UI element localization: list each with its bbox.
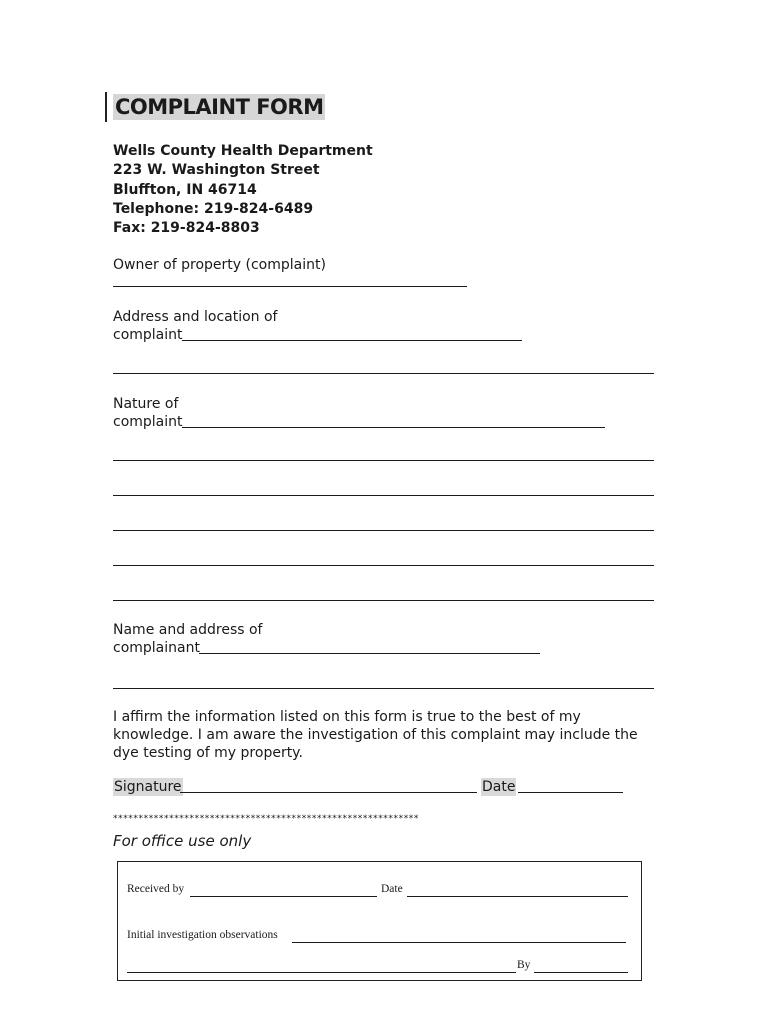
nature-field-line-2[interactable] bbox=[113, 460, 654, 461]
office-date-label: Date bbox=[381, 883, 403, 895]
organization-telephone: Telephone: 219-824-6489 bbox=[113, 200, 314, 217]
organization-name: Wells County Health Department bbox=[113, 143, 373, 159]
organization-city: Bluffton, IN 46714 bbox=[113, 181, 257, 198]
affirmation-text: I affirm the information listed on this form is true to the best of my knowledge. I am aware the investigation of this complaint may include the dye testing of my property. bbox=[113, 709, 638, 761]
by-field-line[interactable] bbox=[534, 972, 628, 973]
owner-field-line[interactable] bbox=[113, 286, 467, 287]
complainant-field-line[interactable] bbox=[199, 653, 540, 654]
office-date-field-line[interactable] bbox=[407, 896, 628, 897]
observations-field-line-2[interactable] bbox=[127, 972, 516, 973]
office-use-box bbox=[117, 861, 642, 981]
signature-field-line[interactable] bbox=[180, 792, 477, 793]
signature-label: Signature bbox=[114, 779, 182, 795]
complainant-label-line1: Name and address of bbox=[113, 622, 263, 638]
office-use-heading: For office use only bbox=[113, 832, 252, 850]
nature-field-line-3[interactable] bbox=[113, 495, 654, 496]
complainant-field-line-2[interactable] bbox=[113, 688, 654, 689]
separator-stars: ************************************************************ bbox=[113, 814, 419, 824]
address-label-line1: Address and location of bbox=[113, 309, 278, 325]
nature-field-line-5[interactable] bbox=[113, 565, 654, 566]
organization-street: 223 W. Washington Street bbox=[113, 162, 320, 179]
organization-fax: Fax: 219-824-8803 bbox=[113, 220, 260, 237]
observations-label: Initial investigation observations bbox=[127, 929, 278, 941]
nature-label-line2: complaint bbox=[113, 414, 183, 430]
nature-label-line1: Nature of bbox=[113, 396, 179, 412]
address-field-line-2[interactable] bbox=[113, 373, 654, 374]
organization-block bbox=[113, 142, 373, 238]
nature-field-line[interactable] bbox=[182, 427, 605, 428]
nature-field-line-6[interactable] bbox=[113, 600, 654, 601]
date-field-line[interactable] bbox=[518, 792, 623, 793]
date-label: Date bbox=[482, 779, 516, 795]
owner-label: Owner of property (complaint) bbox=[113, 257, 326, 273]
address-field-line[interactable] bbox=[182, 340, 522, 341]
nature-field-line-4[interactable] bbox=[113, 530, 654, 531]
form-title: COMPLAINT FORM bbox=[115, 95, 324, 119]
complainant-label-line2: complainant bbox=[113, 640, 200, 656]
address-label-line2: complaint bbox=[113, 327, 183, 343]
title-margin-bar bbox=[105, 92, 107, 122]
observations-field-line[interactable] bbox=[292, 942, 626, 943]
by-label: By bbox=[517, 959, 531, 971]
received-by-field-line[interactable] bbox=[190, 896, 377, 897]
received-by-label: Received by bbox=[127, 883, 185, 895]
